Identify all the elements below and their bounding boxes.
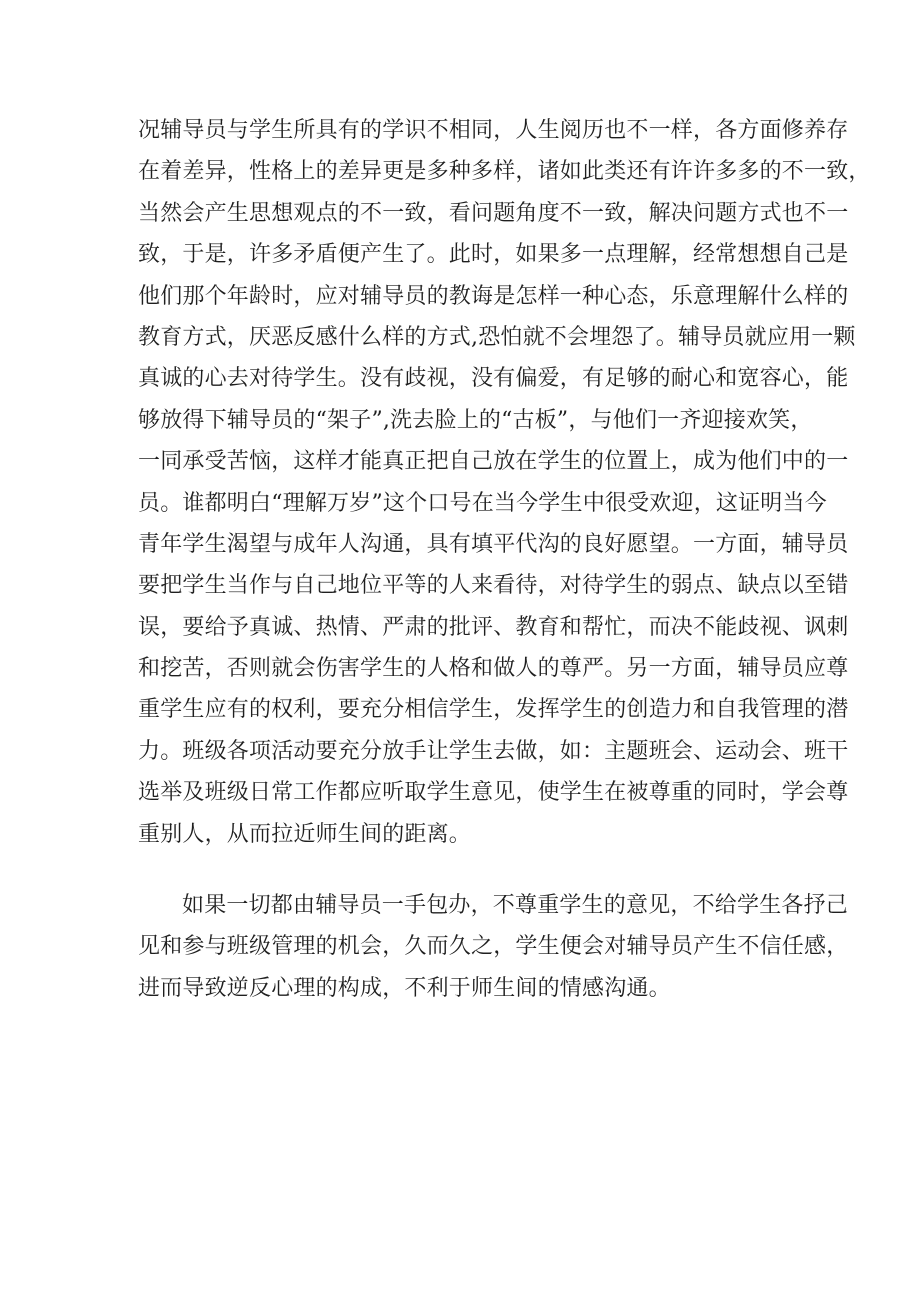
text-line: 况辅导员与学生所具有的学识不相同，人生阅历也不一样，各方面修养存 <box>138 118 849 143</box>
paragraph-2 <box>138 887 849 1008</box>
text-line: 重学生应有的权利，要充分相信学生，发挥学生的创造力和自我管理的潜 <box>138 697 849 723</box>
text-line: 选举及班级日常工作都应听取学生意见，使学生在被尊重的同时，学会尊 <box>138 780 849 806</box>
text-line: 致，于是，许多矛盾便产生了。此时，如果多一点理解，经常想想自己是 <box>138 242 849 268</box>
text-line: 要把学生当作与自己地位平等的人来看待，对待学生的弱点、缺点以至错 <box>138 573 849 599</box>
text-line: 员。谁都明白“理解万岁”这个口号在当今学生中很受欢迎，这证明当今 <box>138 490 827 516</box>
paragraph-1 <box>138 112 871 854</box>
text-line: 和挖苦，否则就会伤害学生的人格和做人的尊严。另一方面，辅导员应尊 <box>138 656 849 682</box>
text-line: 教育方式，厌恶反感什么样的方式,恐怕就不会埋怨了。辅导员就应用一颗 <box>138 324 856 350</box>
paragraph-gap <box>138 857 800 887</box>
text-line: 青年学生渴望与成年人沟通，具有填平代沟的良好愿望。一方面，辅导员 <box>138 531 849 557</box>
text-line: 进而导致逆反心理的构成，不利于师生间的情感沟通。 <box>138 975 671 1001</box>
text-line: 当然会产生思想观点的不一致，看问题角度不一致，解决问题方式也不一 <box>138 200 849 226</box>
text-line: 误，要给予真诚、热情、严肃的批评、教育和帮忙，而决不能歧视、讽刺 <box>138 614 849 640</box>
text-line: 见和参与班级管理的机会，久而久之，学生便会对辅导员产生不信任感， <box>138 934 849 960</box>
text-line: 在着差异，性格上的差异更是多种多样，诸如此类还有许许多多的不一致， <box>138 159 871 185</box>
text-line: 重别人，从而拉近师生间的距离。 <box>138 821 472 847</box>
text-line: 真诚的心去对待学生。没有歧视，没有偏爱，有足够的耐心和宽容心，能 <box>138 366 849 392</box>
text-line: 够放得下辅导员的“架子”,洗去脸上的“古板”，与他们一齐迎接欢笑， <box>138 407 813 433</box>
text-line: 他们那个年龄时，应对辅导员的教诲是怎样一种心态，乐意理解什么样的 <box>138 283 849 309</box>
text-line: 一同承受苦恼，这样才能真正把自己放在学生的位置上，成为他们中的一 <box>138 449 849 475</box>
document-body <box>138 112 871 1011</box>
text-line: 如果一切都由辅导员一手包办，不尊重学生的意见，不给学生各抒己 <box>182 893 849 919</box>
text-line: 力。班级各项活动要充分放手让学生去做，如：主题班会、运动会、班干 <box>138 738 849 764</box>
